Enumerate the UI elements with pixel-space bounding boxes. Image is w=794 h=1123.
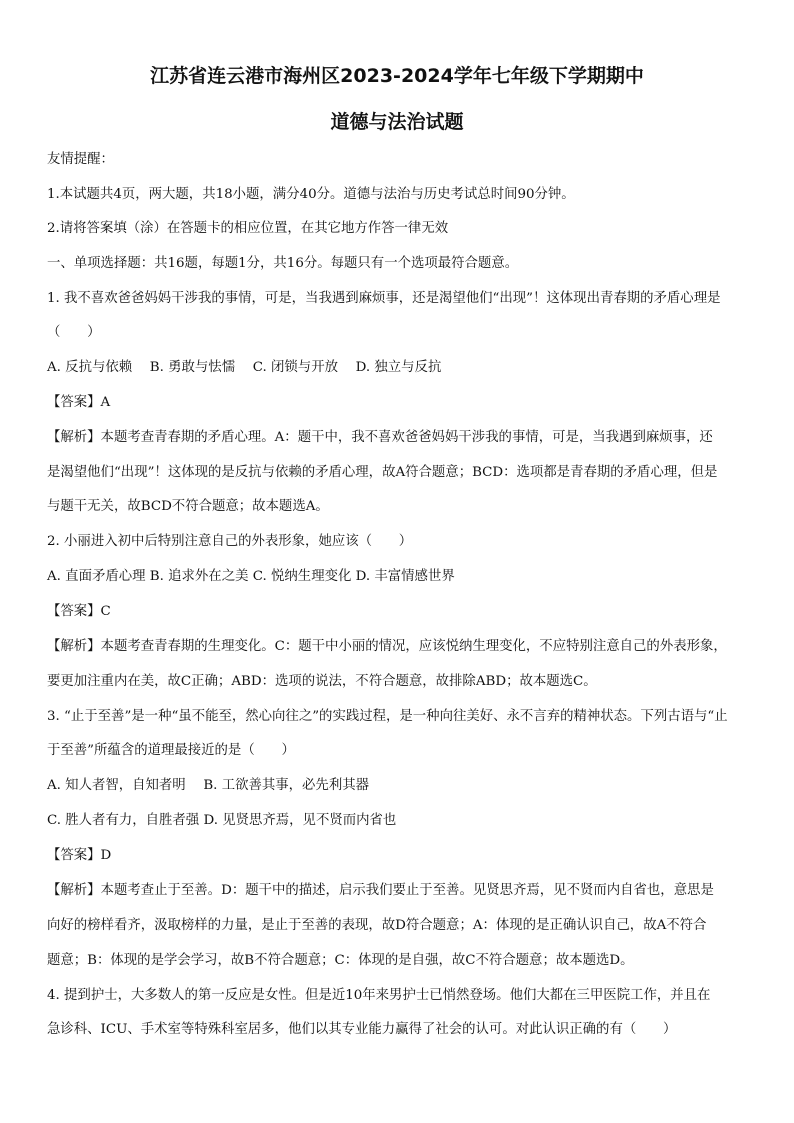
text-line: 1.本试题共4页，两大题，共18小题，满分40分。道德与法治与历史考试总时间90分钟。 — [47, 187, 575, 202]
text-line: （ ） — [47, 325, 101, 340]
document-title: 江苏省连云港市海州区2023-2024学年七年级下学期期中 — [150, 65, 644, 87]
text-line: 【解析】本题考查青春期的矛盾心理。A：题干中，我不喜欢爸爸妈妈干涉我的事情，可是，当我遇到麻烦事，还 — [47, 430, 713, 445]
text-line: 是渴望他们“出现”！这体现的是反抗与依赖的矛盾心理，故A符合题意；BCD：选项都是青春期的矛盾心理，但是 — [47, 465, 718, 480]
text-line: A. 反抗与依赖 B. 勇敢与怯懦 C. 闭锁与开放 D. 独立与反抗 — [47, 360, 442, 375]
text-line: 与题干无关，故BCD不符合题意；故本题选A。 — [47, 499, 329, 514]
document-subtitle: 道德与法治试题 — [330, 111, 464, 133]
text-line: A. 知人者智，自知者明 B. 工欲善其事，必先利其器 — [47, 778, 369, 793]
text-line: 4. 提到护士，大多数人的第一反应是女性。但是近10年来男护士已悄然登场。他们大都在三甲医院工作，并且在 — [47, 988, 711, 1003]
text-line: 1. 我不喜欢爸爸妈妈干涉我的事情，可是，当我遇到麻烦事，还是渴望他们“出现”！这体现出青春期的矛盾心理是 — [47, 291, 721, 306]
text-line: 于至善”所蕴含的道理最接近的是（ ） — [47, 743, 295, 758]
text-line: 2.请将答案填（涂）在答题卡的相应位置，在其它地方作答一律无效 — [47, 221, 449, 236]
text-line: 【解析】本题考查止于至善。D：题干中的描述，启示我们要止于至善。见贤思齐焉，见不贤而内自省也，意思是 — [47, 883, 714, 898]
text-line: 题意；B：体现的是学会学习，故B不符合题意；C：体现的是自强，故C不符合题意；故本题选D。 — [47, 953, 634, 968]
text-line: 友情提醒： — [47, 152, 114, 167]
text-line: 【答案】D — [47, 848, 112, 863]
text-line: 急诊科、ICU、手术室等特殊科室居多，他们以其专业能力赢得了社会的认可。对此认识正确的有（ ） — [47, 1022, 677, 1037]
text-line: A. 直面矛盾心理 B. 追求外在之美 C. 悦纳生理变化 D. 丰富情感世界 — [47, 569, 455, 584]
text-line: 要更加注重内在美，故C正确；ABD：选项的说法，不符合题意，故排除ABD；故本题选C。 — [47, 674, 597, 689]
text-line: 【解析】本题考查青春期的生理变化。C：题干中小丽的情况，应该悦纳生理变化，不应特别注意自己的外表形象， — [47, 639, 727, 654]
text-line: 【答案】A — [47, 395, 111, 410]
text-line: 3. “止于至善”是一种“虽不能至，然心向往之”的实践过程，是一种向往美好、永不言弃的精神状态。下列古语与“止 — [47, 709, 728, 724]
text-line: 2. 小丽进入初中后特别注意自己的外表形象，她应该（ ） — [47, 534, 413, 549]
text-line: 【答案】C — [47, 604, 111, 619]
text-line: C. 胜人者有力，自胜者强 D. 见贤思齐焉，见不贤而内省也 — [47, 813, 397, 828]
text-line: 向好的榜样看齐，汲取榜样的力量，是止于至善的表现，故D符合题意；A：体现的是正确认识自己，故A不符合 — [47, 918, 707, 933]
text-line: 一、单项选择题：共16题，每题1分，共16分。每题只有一个选项最符合题意。 — [47, 256, 519, 271]
